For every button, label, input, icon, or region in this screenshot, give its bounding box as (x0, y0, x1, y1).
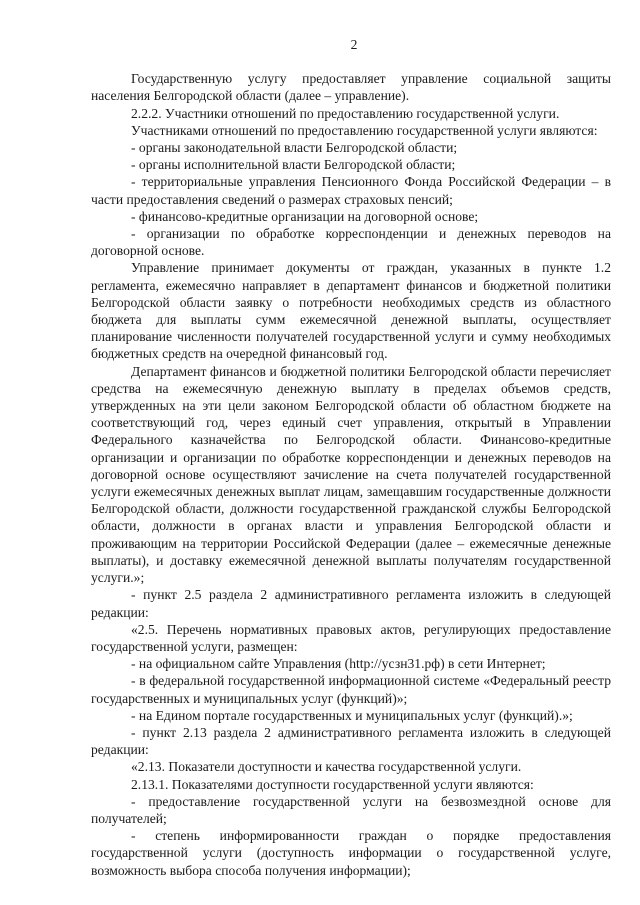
paragraph-section-2-13: «2.13. Показатели доступности и качества государственной услуги. (131, 759, 522, 775)
list-item-executive: - органы исполнительной власти Белгородской области; (131, 157, 456, 173)
paragraph-participants-intro: Участниками отношений по предоставлению государственной услуги являются: (131, 122, 598, 138)
paragraph-amend-2-5: - пункт 2.5 раздела 2 административного регламента изложить в следующей редакции: (91, 587, 611, 620)
list-item-legislative: - органы законодательной власти Белгородской области; (131, 140, 458, 156)
list-item-single-portal: - на Едином портале государственных и муниципальных услуг (функций).»; (131, 707, 573, 723)
paragraph-service-provider: Государственную услугу предоставляет управление социальной защиты населения Белгородской области (далее – управление). (91, 71, 611, 104)
list-item-awareness: - степень информированности граждан о порядке предоставления государственной услуги (доступность информации о государственной услуге, возможность выбора способа получения информации); (91, 828, 611, 878)
paragraph-finance-department: Департамент финансов и бюджетной политики Белгородской области перечисляет средства на ежемесячную денежную выплату в пределах объемов средств, утвержденных на эти цели законом Белгородской области об областном бюджете на соответствующий год, через единый счет управления, открытый в Управлении Федерального казначейства по Белгородской области. Финансово-кредитные организации и организации по обработке корреспонденции и денежных переводов на договорной основе осуществляют зачисление на счета получателей государственной услуги ежемесячных денежных выплат лицам, замещавшим государственные должности Белгородской области, должности государственной гражданской службы Белгородской области, должности в органах власти и управления Белгородской области и проживающим на территории Российской Федерации (далее – ежемесячные денежные выплаты), и доставку ежемесячной денежной выплаты получателям государственной услуги.»; (91, 363, 611, 586)
list-item-federal-registry: - в федеральной государственной информационной системе «Федеральный реестр государственных и муниципальных услуг (функций)»; (91, 673, 611, 706)
list-item-free-service: - предоставление государственной услуги на безвозмездной основе для получателей; (91, 793, 611, 826)
paragraph-section-2-5: «2.5. Перечень нормативных правовых актов, регулирующих предоставление государственной услуги, размещен: (91, 621, 611, 654)
paragraph-participants-heading: 2.2.2. Участники отношений по предоставлению государственной услуги. (131, 105, 560, 121)
page-number: 2 (350, 37, 358, 52)
list-item-official-site: - на официальном сайте Управления (http://усзн31.рф) в сети Интернет; (131, 656, 546, 672)
list-item-postal-orgs: - организации по обработке корреспонденции и денежных переводов на договорной основе. (91, 226, 611, 259)
list-item-financial-orgs: - финансово-кредитные организации на договорной основе; (131, 208, 479, 224)
paragraph-section-2-13-1: 2.13.1. Показателями доступности государственной услуги являются: (131, 776, 534, 792)
paragraph-amend-2-13: - пункт 2.13 раздела 2 административного регламента изложить в следующей редакции: (91, 724, 611, 758)
list-item-pension-fund: - территориальные управления Пенсионного Фонда Российской Федерации – в части предоставления сведений о размерах страховых пенсий; (91, 174, 611, 207)
paragraph-management-docs: Управление принимает документы от граждан, указанных в пункте 1.2 регламента, ежемесячно направляет в департамент финансов и бюджетной политики Белгородской области заявку о потребности необходимых средств из областного бюджета для выплаты сумм ежемесячной денежной выплаты, осуществляет планирование численности получателей государственной услуги и сумму необходимых бюджетных средств на очередной финансовый год. (91, 260, 611, 362)
